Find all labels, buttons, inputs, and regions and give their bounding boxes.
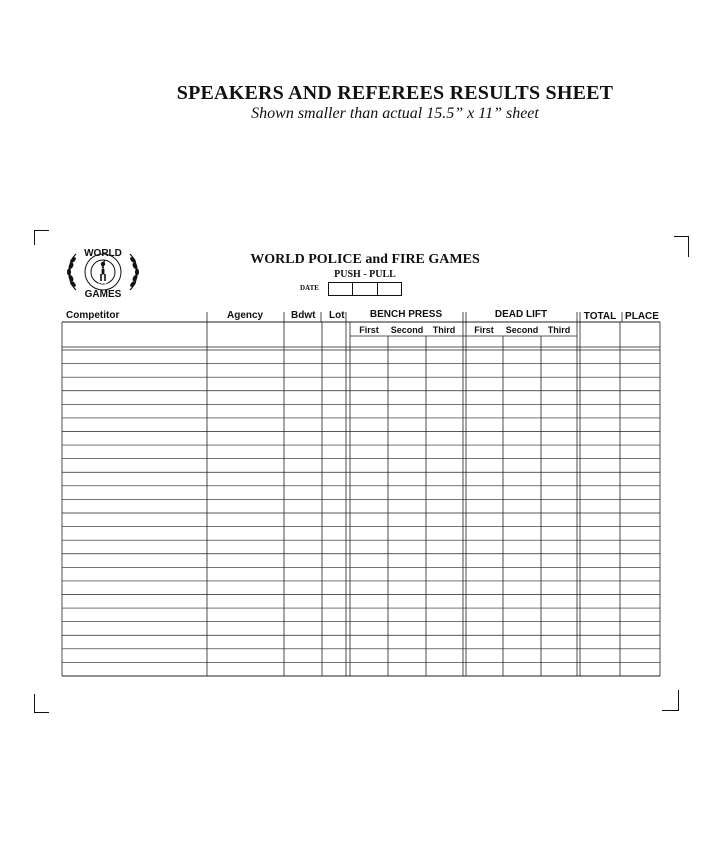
deadlift-third-label: Third <box>547 325 571 335</box>
col-header-agency: Agency <box>227 310 264 321</box>
date-label: DATE <box>300 284 319 292</box>
deadlift-second-label: Second <box>505 325 539 335</box>
col-header-bdwt: Bdwt <box>291 310 316 321</box>
event-name: PUSH - PULL <box>334 269 396 280</box>
logo-ring-text-fire: FIRE <box>98 280 108 285</box>
col-header-total: TOTAL <box>583 311 617 322</box>
deadlift-first-label: First <box>474 325 494 335</box>
page-title: SPEAKERS AND REFEREES RESULTS SHEET <box>176 82 614 104</box>
col-header-bench-press: BENCH PRESS <box>369 309 443 320</box>
col-header-competitor: Competitor <box>66 310 120 321</box>
bench-first-label: First <box>359 325 379 335</box>
bench-third-label: Third <box>432 325 456 335</box>
col-header-dead-lift: DEAD LIFT <box>494 309 548 320</box>
sheet-title: WORLD POLICE and FIRE GAMES <box>250 252 480 267</box>
logo-ring-text-police: POLICE <box>95 265 111 270</box>
bench-second-label: Second <box>390 325 424 335</box>
col-header-lot: Lot <box>329 310 345 321</box>
page-subtitle: Shown smaller than actual 15.5” x 11” sheet <box>251 105 539 122</box>
logo-top-text: WORLD <box>84 248 122 259</box>
col-header-place: PLACE <box>625 311 659 322</box>
logo-bottom-text: GAMES <box>84 289 122 300</box>
